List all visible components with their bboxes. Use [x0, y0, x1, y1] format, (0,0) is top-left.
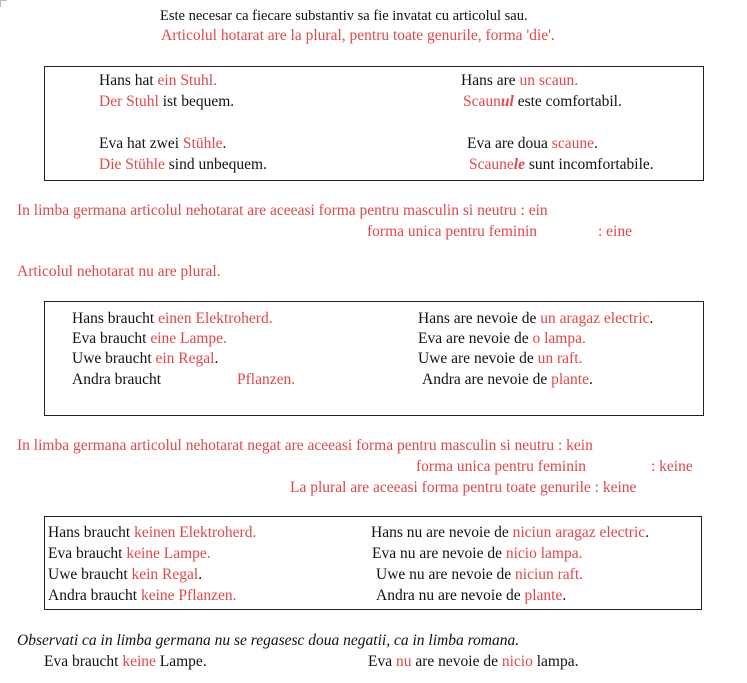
para3-line-1: In limba germana articolul nehotarat negat are aceeasi forma pentru masculin si neutru : kein — [17, 437, 593, 454]
observation-example-romanian: Eva nu are nevoie de nicio lampa. — [368, 653, 579, 670]
box3-left-line-2: Eva braucht keine Lampe. — [48, 545, 211, 562]
para1-line-2b: : eine — [598, 223, 632, 240]
box2-left-line-2: Eva braucht eine Lampe. — [72, 330, 227, 347]
box2-left-line-4-plural: Pflanzen. — [237, 371, 296, 388]
page-corner-mark — [0, 0, 7, 7]
box1-right-line-1: Hans are un scaun. — [461, 72, 579, 89]
box2-right-line-1: Hans are nevoie de un aragaz electric. — [418, 310, 654, 327]
box3-right-line-1: Hans nu are nevoie de niciun aragaz electric. — [371, 524, 650, 541]
box2-right-line-2: Eva are nevoie de o lampa. — [418, 330, 586, 347]
para3-line-3: La plural are aceeasi forma pentru toate genurile : keine — [290, 479, 637, 496]
box1-left-line-3: Eva hat zwei Stühle. — [99, 135, 227, 152]
intro-line-1: Este necesar ca fiecare substantiv sa fie invatat cu articolul sau. — [160, 8, 528, 24]
box1-left-line-4: Die Stühle sind unbequem. — [99, 156, 267, 173]
box1-right-line-3: Eva are doua scaune. — [467, 135, 598, 152]
box3-left-line-3: Uwe braucht kein Regal. — [48, 566, 203, 583]
box3-left-line-1: Hans braucht keinen Elektroherd. — [48, 524, 257, 541]
intro-line-2: Articolul hotarat are la plural, pentru toate genurile, forma 'die'. — [161, 27, 555, 44]
box3-right-line-4: Andra nu are nevoie de plante. — [376, 587, 567, 604]
observation-line: Observati ca in limba germana nu se regasesc doua negatii, ca in limba romana. — [17, 632, 520, 649]
box1-left-line-1: Hans hat ein Stuhl. — [99, 72, 217, 89]
box2-left-line-3: Uwe braucht ein Regal. — [72, 350, 219, 367]
para2-line: Articolul nehotarat nu are plural. — [17, 263, 221, 280]
box1-right-line-2: Scaunul este comfortabil. — [463, 93, 622, 110]
para3-line-2a: forma unica pentru feminin — [416, 458, 587, 475]
box1-left-line-2: Der Stuhl ist bequem. — [99, 93, 235, 110]
box3-right-line-2: Eva nu are nevoie de nicio lampa. — [372, 545, 583, 562]
para1-line-1: In limba germana articolul nehotarat are aceeasi forma pentru masculin si neutru : ein — [17, 202, 548, 219]
box2-left-line-1: Hans braucht einen Elektroherd. — [72, 310, 273, 327]
box2-left-line-4: Andra braucht — [72, 371, 162, 388]
box2-right-line-3: Uwe are nevoie de un raft. — [418, 350, 583, 367]
para3-line-2b: : keine — [651, 458, 693, 475]
box2-right-line-4: Andra are nevoie de plante. — [422, 371, 593, 388]
box3-left-line-4: Andra braucht keine Pflanzen. — [48, 587, 237, 604]
box1-right-line-4: Scaunele sunt incomfortabile. — [469, 156, 654, 173]
box3-right-line-3: Uwe nu are nevoie de niciun raft. — [376, 566, 584, 583]
para1-line-2a: forma unica pentru feminin — [367, 223, 538, 240]
observation-example-german: Eva braucht keine Lampe. — [44, 653, 207, 670]
